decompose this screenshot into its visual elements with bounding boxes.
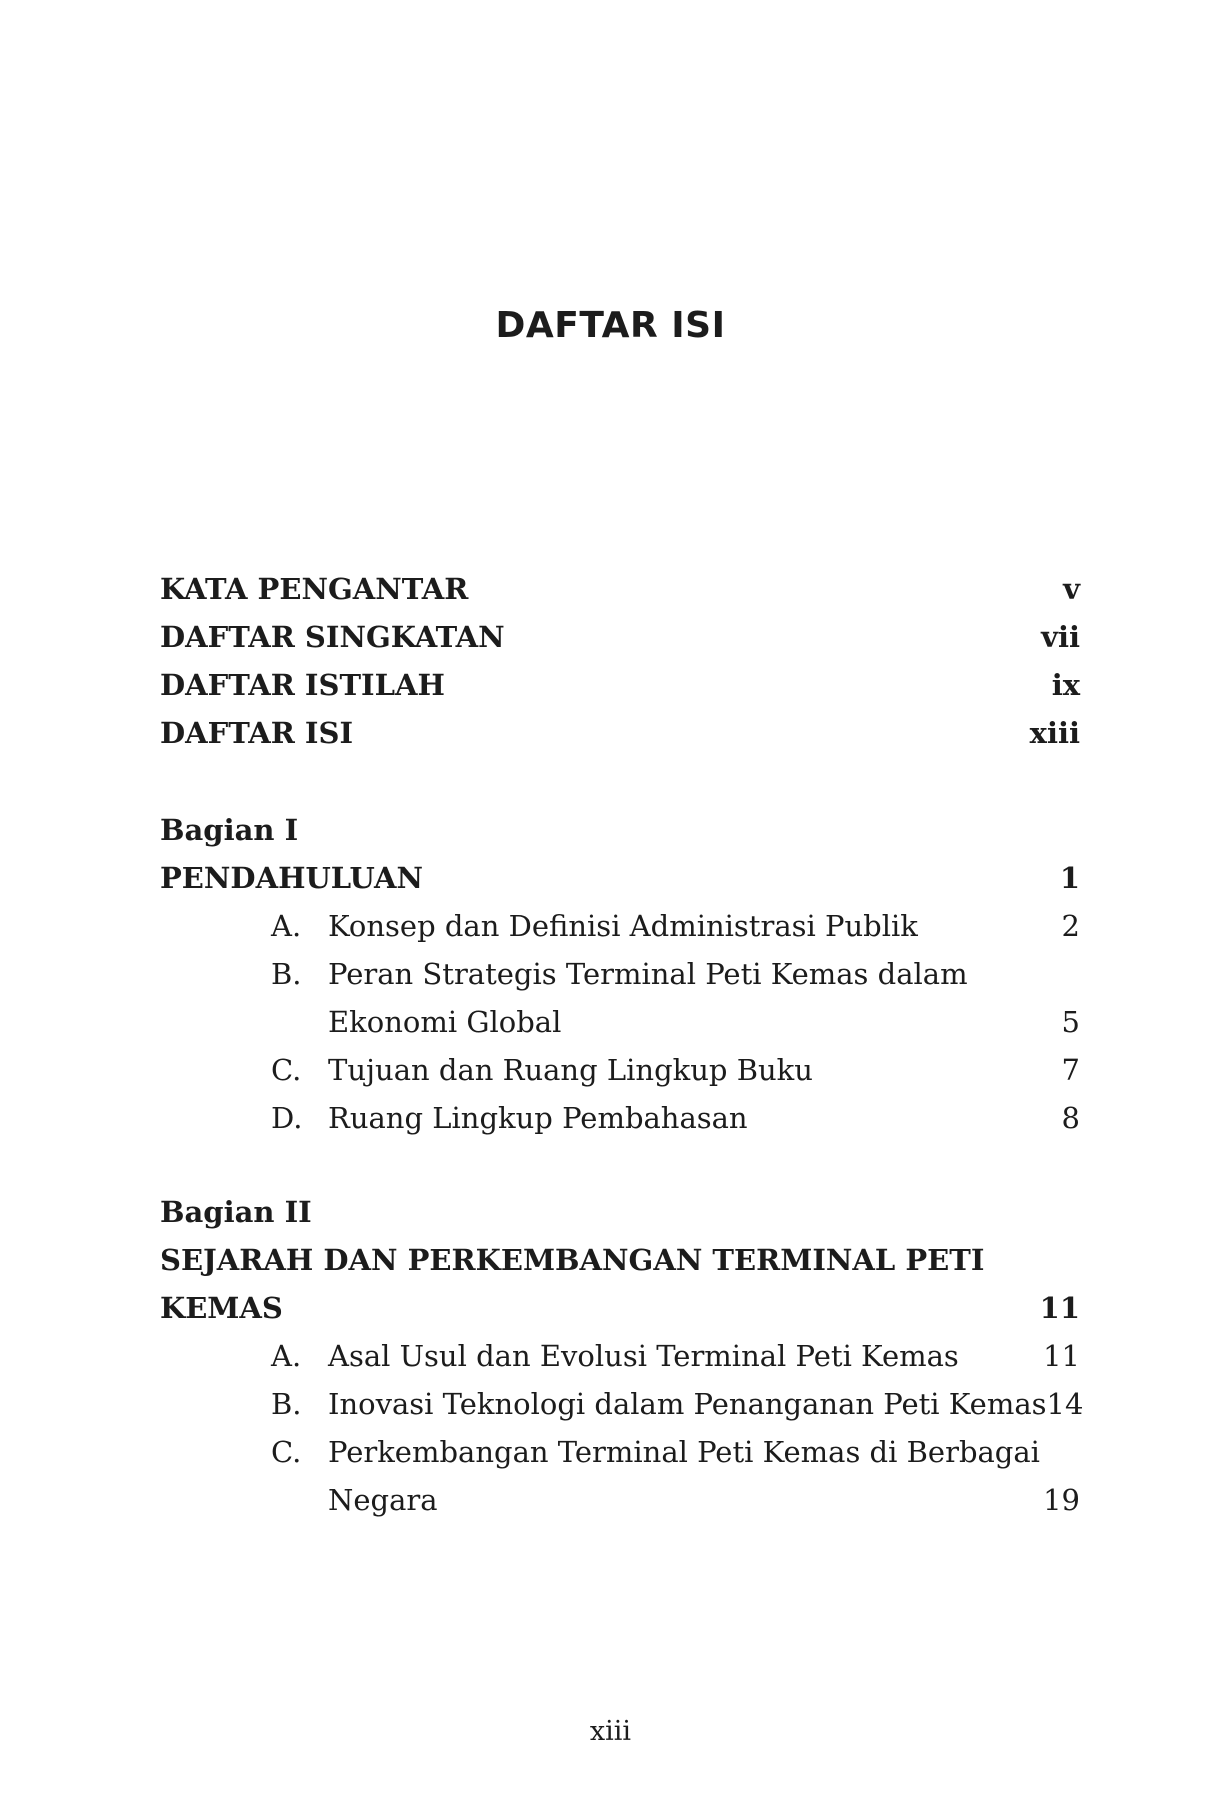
chapter-title: SEJARAH DAN PERKEMBANGAN TERMINAL PETI <box>160 1243 985 1277</box>
part-label-text: Bagian II <box>160 1195 312 1229</box>
toc-chapter-sejarah-continuation[interactable] <box>160 1284 1080 1332</box>
toc-entry-page: xiii <box>1029 716 1080 750</box>
toc-entry-label: DAFTAR SINGKATAN <box>160 620 505 654</box>
subentry-letter: D. <box>271 1101 303 1135</box>
chapter-page: 11 <box>1039 1291 1080 1325</box>
toc-entry-page: v <box>1063 572 1080 606</box>
subentry-label-continued: Ekonomi Global <box>328 1005 562 1039</box>
toc-subentry-continuation[interactable] <box>160 1476 1080 1524</box>
toc-subentry-continuation[interactable] <box>160 998 1080 1046</box>
toc-entry-label: KATA PENGANTAR <box>160 572 469 606</box>
subentry-page: 7 <box>1061 1053 1080 1087</box>
toc-subentry[interactable] <box>160 1428 1080 1476</box>
subentry-label: Ruang Lingkup Pembahasan <box>328 1101 748 1135</box>
subentry-label: Konsep dan Definisi Administrasi Publik <box>328 909 918 943</box>
toc-entry-label: DAFTAR ISTILAH <box>160 668 445 702</box>
chapter-title: PENDAHULUAN <box>160 861 423 895</box>
toc-entry-daftar-isi[interactable] <box>160 709 1080 757</box>
toc-subentry[interactable] <box>160 950 1080 998</box>
subentry-page: 5 <box>1061 1005 1080 1039</box>
part-label <box>160 1188 1080 1236</box>
toc-chapter-pendahuluan[interactable] <box>160 854 1080 902</box>
page-title: DAFTAR ISI <box>495 305 726 346</box>
subentry-label: Perkembangan Terminal Peti Kemas di Berbagai <box>328 1435 1040 1469</box>
toc-entry-daftar-istilah[interactable] <box>160 661 1080 709</box>
subentry-letter: C. <box>271 1435 302 1469</box>
toc-subentry[interactable] <box>160 1094 1080 1142</box>
part-label <box>160 806 1080 854</box>
subentry-letter: B. <box>271 957 302 991</box>
chapter-title-continued: KEMAS <box>160 1291 283 1325</box>
subentry-page: 14 <box>1046 1387 1084 1421</box>
page-number-footer: xiii <box>589 1716 632 1747</box>
toc-subentry[interactable] <box>160 1332 1080 1380</box>
subentry-page: 19 <box>1043 1483 1080 1517</box>
subentry-page: 11 <box>1043 1339 1080 1373</box>
subentry-label: Peran Strategis Terminal Peti Kemas dalam <box>328 957 968 991</box>
toc-entry-kata-pengantar[interactable] <box>160 565 1080 613</box>
subentry-letter: C. <box>271 1053 302 1087</box>
toc-entry-daftar-singkatan[interactable] <box>160 613 1080 661</box>
subentry-page: 8 <box>1061 1101 1080 1135</box>
subentry-letter: B. <box>271 1387 302 1421</box>
part-label-text: Bagian I <box>160 813 299 847</box>
toc-subentry[interactable] <box>160 1046 1080 1094</box>
toc-subentry[interactable] <box>160 1380 1084 1428</box>
chapter-page: 1 <box>1059 861 1080 895</box>
subentry-label-continued: Negara <box>328 1483 438 1517</box>
toc-chapter-sejarah[interactable] <box>160 1236 1080 1284</box>
subentry-page: 2 <box>1061 909 1080 943</box>
subentry-label: Asal Usul dan Evolusi Terminal Peti Kemas <box>328 1339 959 1373</box>
toc-entry-page: vii <box>1041 620 1080 654</box>
subentry-letter: A. <box>271 1339 302 1373</box>
subentry-letter: A. <box>271 909 302 943</box>
subentry-label: Tujuan dan Ruang Lingkup Buku <box>328 1053 813 1087</box>
toc-entry-page: ix <box>1051 668 1080 702</box>
subentry-label: Inovasi Teknologi dalam Penanganan Peti Kemas <box>328 1387 1047 1421</box>
toc-entry-label: DAFTAR ISI <box>160 716 354 750</box>
toc-subentry[interactable] <box>160 902 1080 950</box>
